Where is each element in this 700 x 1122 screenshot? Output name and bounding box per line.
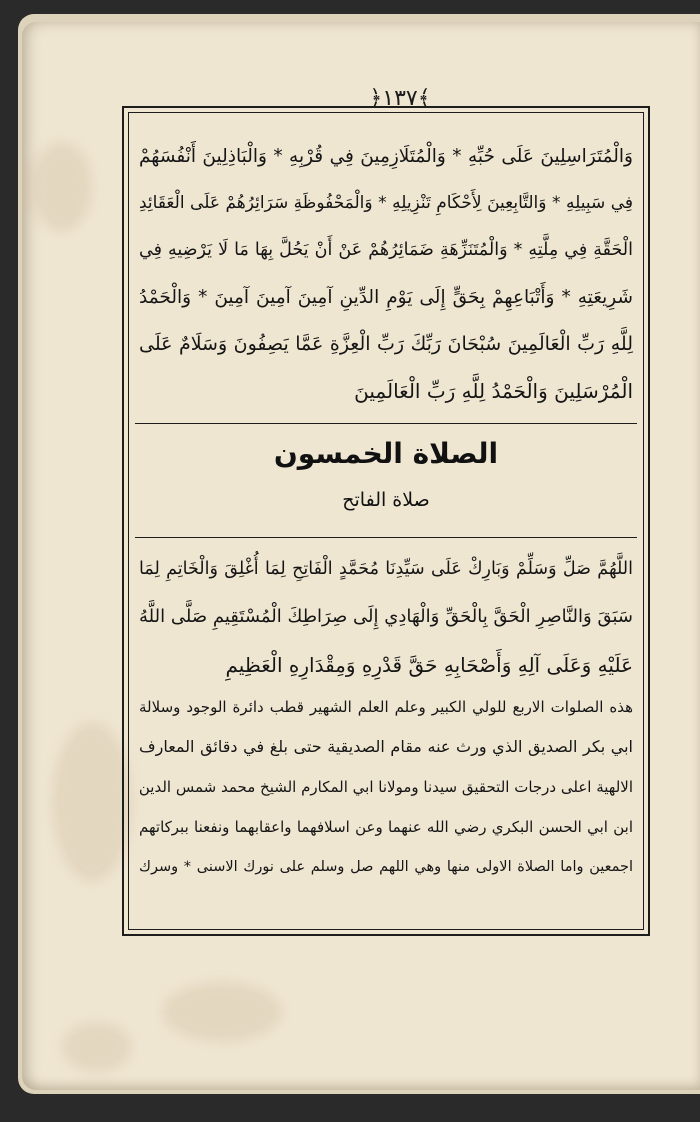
text-line: ابن ابي الحسن البكري رضي الله عنهما وعن اسلافهما واعقابهما ونفعنا ببركاتهم [139, 818, 633, 836]
section-divider [135, 537, 637, 538]
text-line: اللَّهُمَّ صَلِّ وَسَلِّمْ وَبَارِكْ عَلَى سَيِّدِنَا مُحَمَّدٍ الْفَاتِحِ لِمَا أُغْلِقَ وَالْخَاتِمِ لِمَا [139, 559, 633, 579]
foxing-stain [52, 722, 132, 882]
text-frame [122, 106, 650, 936]
text-line: الالهية اعلى درجات التحقيق سيدنا ومولانا ابي المكارم الشيخ محمد شمس الدين [138, 778, 633, 796]
commentary-paragraph [139, 687, 633, 887]
text-line: الْمُرْسَلِينَ وَالْحَمْدُ لِلَّهِ رَبِّ الْعَالَمِينَ [354, 379, 633, 403]
text-line: ابي بكر الصديق الذي ورث عنه مقام الصديقية حتى بلغ في دقائق المعارف [139, 737, 633, 756]
text-line: فِي سَبِيلِهِ * وَالتَّابِعِينَ لِأَحْكَامِ تَنْزِيلِهِ * وَالْمَحْفُوظَةِ سَرَائِرُهُمْ عَلَى الْعَقَائِدِ [139, 193, 633, 213]
text-line: لِلَّهِ رَبِّ الْعَالَمِينَ سُبْحَانَ رَبِّكَ رَبِّ الْعِزَّةِ عَمَّا يَصِفُونَ وَسَلَامٌ عَلَى [139, 333, 633, 355]
text-line: هذه الصلوات الاربع للولي الكبير وعلم العلم الشهير قطب دائرة الوجود وسلالة [139, 698, 633, 716]
text-line: سَبَقَ وَالنَّاصِرِ الْحَقَّ بِالْحَقِّ وَالْهَادِي إِلَى صِرَاطِكَ الْمُسْتَقِيمِ صَلَّى اللَّهُ [139, 606, 633, 627]
foxing-stain [62, 1022, 132, 1072]
foxing-stain [32, 142, 92, 232]
text-line: شَرِيعَتِهِ * وَأَتْبَاعِهِمْ بِحَقٍّ إِلَى يَوْمِ الدِّينِ آمِينَ آمِينَ آمِينَ * وَالْحَمْدُ [139, 287, 633, 308]
text-line: الْحَقَّةِ فِي مِلَّتِهِ * وَالْمُتَنَزِّهَةِ ضَمَائِرُهُمْ عَنْ أَنْ يَحُلَّ بِهَا مَا لَا يَرْضِيهِ فِي [139, 240, 633, 260]
text-line: وَالْمُتَرَاسِلِينَ عَلَى حُبِّهِ * وَالْمُتَلَازِمِينَ فِي قُرْبِهِ * وَالْبَاذِلِينَ أَنْفُسَهُمْ [139, 146, 633, 167]
section-heading: الصلاة الخمسون [273, 437, 499, 470]
foxing-stain [162, 982, 282, 1042]
section-subheading: صلاة الفاتح [342, 489, 430, 511]
text-frame-inner [128, 112, 644, 930]
text-line: عَلَيْهِ وَعَلَى آلِهِ وَأَصْحَابِهِ حَقَّ قَدْرِهِ وَمِقْدَارِهِ الْعَظِيمِ [225, 653, 633, 677]
prayer-paragraph [139, 545, 633, 689]
page-number: ﴿١٣٧﴾ [369, 86, 431, 111]
section-divider [135, 423, 637, 424]
text-line: اجمعين واما الصلاة الاولى منها وهي اللهم صل وسلم على نورك الاسنى * وسرك [139, 859, 633, 875]
intro-paragraph [139, 133, 633, 415]
